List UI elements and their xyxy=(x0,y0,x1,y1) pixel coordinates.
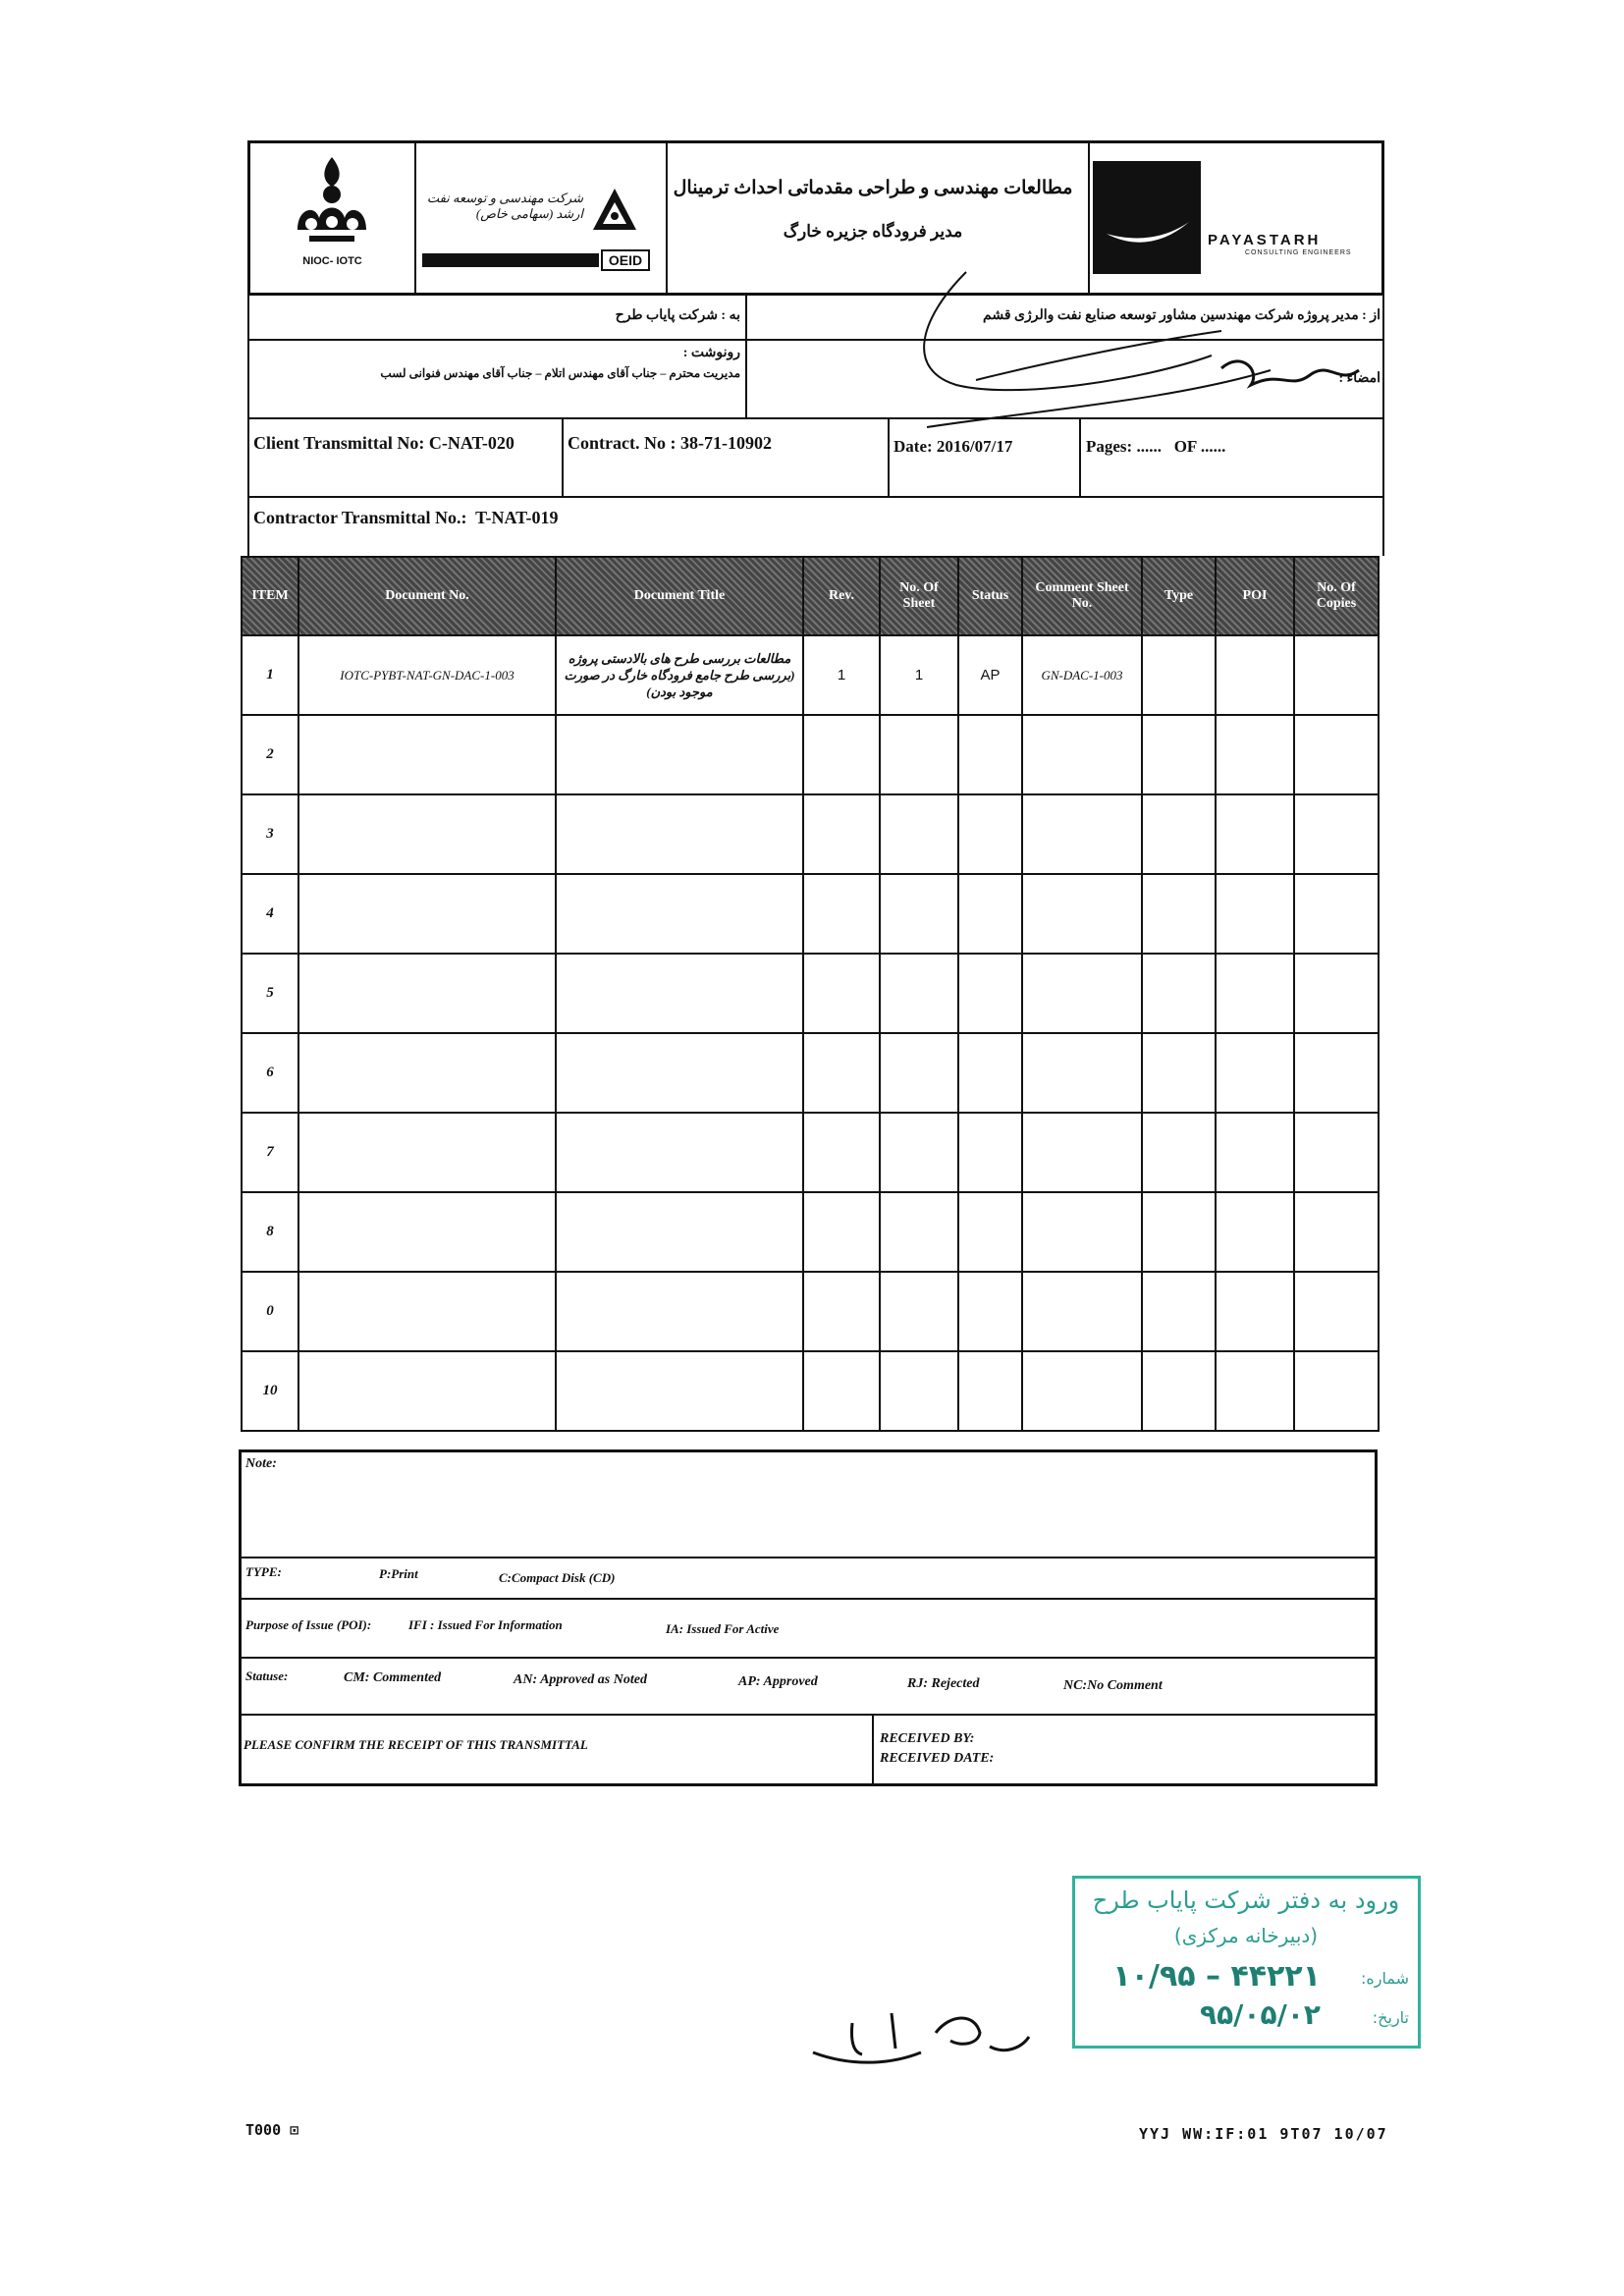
table-row xyxy=(242,715,1379,794)
row-type xyxy=(1142,1192,1216,1272)
row-copies xyxy=(1294,1192,1379,1272)
col-header-document-title: Document Title xyxy=(556,557,803,635)
row-poi xyxy=(1216,874,1294,954)
row-rev xyxy=(803,1272,880,1351)
row-comment-sheet xyxy=(1022,1272,1142,1351)
row-comment-sheet xyxy=(1022,715,1142,794)
col-header-item: ITEM xyxy=(242,557,298,635)
row-status xyxy=(958,1113,1022,1192)
table-row xyxy=(242,635,1379,715)
payastarh-square-icon xyxy=(1093,161,1201,274)
row-type xyxy=(1142,635,1216,715)
stamp-date-value: ۹۵/۰۵/۰۲ xyxy=(1200,1998,1321,2031)
note-label: Note: xyxy=(245,1456,277,1471)
nioc-caption: NIOC- IOTC xyxy=(302,255,362,267)
type-label: TYPE: xyxy=(245,1564,282,1579)
footer-right: YYJ WW:IF:01 9T07 10/07 xyxy=(1139,2125,1388,2143)
row-status xyxy=(958,794,1022,874)
contractor-transmittal-no: Contractor Transmittal No.: T-NAT-019 xyxy=(253,508,559,527)
row-document-no xyxy=(298,715,556,794)
row-comment-sheet xyxy=(1022,794,1142,874)
poi-ia: IA: Issued For Active xyxy=(666,1621,780,1636)
stamp-subtitle: (دبیرخانه مرکزی) xyxy=(1173,1924,1319,1947)
col-header-comment-sheet: Comment Sheet No. xyxy=(1022,557,1142,635)
cc-row xyxy=(247,341,1384,419)
table-row xyxy=(242,954,1379,1033)
received-date: RECEIVED DATE: xyxy=(880,1751,995,1766)
row-poi xyxy=(1216,1033,1294,1113)
to-field: به : شرکت پایاب طرح xyxy=(615,308,740,323)
row-rev xyxy=(803,1192,880,1272)
row-sheets xyxy=(880,1033,958,1113)
table-row xyxy=(242,1192,1379,1272)
row-type xyxy=(1142,1113,1216,1192)
table-row xyxy=(242,794,1379,874)
status-label: Statuse: xyxy=(245,1668,289,1683)
payastarh-subtitle: CONSULTING ENGINEERS xyxy=(1245,249,1352,256)
row-poi xyxy=(1216,715,1294,794)
row-rev xyxy=(803,1033,880,1113)
row-status xyxy=(958,954,1022,1033)
row-document-title xyxy=(556,715,803,794)
row-document-title xyxy=(556,1272,803,1351)
contract-no: Contract. No : 38-71-10902 xyxy=(568,433,772,453)
nioc-logo-cell xyxy=(250,143,416,293)
row-copies xyxy=(1294,1113,1379,1192)
row-document-title xyxy=(556,794,803,874)
row-copies xyxy=(1294,635,1379,715)
row-item: 10 xyxy=(242,1351,298,1431)
row-status xyxy=(958,715,1022,794)
oeid-logo-cell xyxy=(414,143,668,293)
row-rev xyxy=(803,1351,880,1431)
row-document-title: مطالعات بررسی طرح های بالادستی پروژه (بررسی طرح جامع فرودگاه خارگ در صورت موجود بودن) xyxy=(556,635,803,715)
document-table xyxy=(241,556,1380,1432)
col-header-copies: No. Of Copies xyxy=(1294,557,1379,635)
row-document-title xyxy=(556,954,803,1033)
row-item: 2 xyxy=(242,715,298,794)
row-document-no xyxy=(298,874,556,954)
col-header-type: Type xyxy=(1142,557,1216,635)
pages-count: Pages: ...... OF ...... xyxy=(1086,437,1226,456)
row-copies xyxy=(1294,874,1379,954)
row-rev xyxy=(803,1113,880,1192)
row-comment-sheet xyxy=(1022,1033,1142,1113)
row-document-no: IOTC-PYBT-NAT-GN-DAC-1-003 xyxy=(298,635,556,715)
status-cm: CM: Commented xyxy=(344,1670,442,1685)
handwritten-note-icon xyxy=(793,1984,1039,2072)
row-type xyxy=(1142,794,1216,874)
row-status xyxy=(958,1033,1022,1113)
contractor-transmittal-row xyxy=(247,498,1384,556)
transmittal-info-row xyxy=(247,419,1384,498)
handwritten-signature-icon xyxy=(897,262,1369,429)
row-rev xyxy=(803,874,880,954)
row-item: 1 xyxy=(242,635,298,715)
row-document-title xyxy=(556,1113,803,1192)
row-sheets xyxy=(880,874,958,954)
poi-label: Purpose of Issue (POI): xyxy=(245,1617,372,1632)
row-comment-sheet xyxy=(1022,954,1142,1033)
signature-label: امضاء : xyxy=(1338,371,1380,386)
row-poi xyxy=(1216,1351,1294,1431)
row-comment-sheet xyxy=(1022,1113,1142,1192)
row-sheets xyxy=(880,715,958,794)
row-document-no xyxy=(298,1351,556,1431)
row-comment-sheet: GN-DAC-1-003 xyxy=(1022,635,1142,715)
stamp-date-label: تاریخ: xyxy=(1372,2008,1409,2027)
row-document-no xyxy=(298,794,556,874)
row-document-no xyxy=(298,1272,556,1351)
type-cd: C:Compact Disk (CD) xyxy=(499,1570,616,1585)
row-item: 6 xyxy=(242,1033,298,1113)
poi-ifi: IFI : Issued For Information xyxy=(408,1617,563,1632)
row-sheets xyxy=(880,794,958,874)
type-print: P:Print xyxy=(379,1566,418,1581)
row-copies xyxy=(1294,715,1379,794)
row-sheets xyxy=(880,1272,958,1351)
row-rev: 1 xyxy=(803,635,880,715)
row-document-no xyxy=(298,1192,556,1272)
row-type xyxy=(1142,954,1216,1033)
row-item: 0 xyxy=(242,1272,298,1351)
row-sheets xyxy=(880,1192,958,1272)
client-transmittal-no: Client Transmittal No: C-NAT-020 xyxy=(253,433,514,453)
row-poi xyxy=(1216,1192,1294,1272)
row-sheets xyxy=(880,954,958,1033)
oeid-black-bar xyxy=(422,253,599,267)
row-rev xyxy=(803,715,880,794)
row-poi xyxy=(1216,635,1294,715)
row-copies xyxy=(1294,1351,1379,1431)
row-comment-sheet xyxy=(1022,1351,1142,1431)
row-document-no xyxy=(298,954,556,1033)
col-header-poi: POI xyxy=(1216,557,1294,635)
row-status xyxy=(958,1192,1022,1272)
row-document-title xyxy=(556,874,803,954)
transmittal-date: Date: 2016/07/17 xyxy=(893,437,1013,456)
status-nc: NC:No Comment xyxy=(1063,1678,1163,1693)
row-status xyxy=(958,1351,1022,1431)
col-header-status: Status xyxy=(958,557,1022,635)
status-ap: AP: Approved xyxy=(738,1674,818,1689)
row-document-title xyxy=(556,1033,803,1113)
row-comment-sheet xyxy=(1022,1192,1142,1272)
row-poi xyxy=(1216,954,1294,1033)
row-document-no xyxy=(298,1033,556,1113)
table-row xyxy=(242,1351,1379,1431)
row-copies xyxy=(1294,1272,1379,1351)
row-item: 5 xyxy=(242,954,298,1033)
oeid-label: OEID xyxy=(601,249,650,271)
receipt-stamp xyxy=(1072,1876,1421,2049)
project-title-line1: مطالعات مهندسی و طراحی مقدماتی احداث ترمینال xyxy=(673,178,1073,198)
row-status xyxy=(958,874,1022,954)
stamp-title: ورود به دفتر شرکت پایاب طرح xyxy=(1092,1886,1400,1914)
row-item: 7 xyxy=(242,1113,298,1192)
table-header-row xyxy=(242,557,1379,635)
stamp-number-value: ۱۰/۹۵ – ۴۴۲۲۱ xyxy=(1112,1959,1321,1994)
row-item: 8 xyxy=(242,1192,298,1272)
row-poi xyxy=(1216,794,1294,874)
row-type xyxy=(1142,1351,1216,1431)
row-status xyxy=(958,1272,1022,1351)
row-copies xyxy=(1294,1033,1379,1113)
received-by: RECEIVED BY: xyxy=(880,1731,975,1746)
row-sheets: 1 xyxy=(880,635,958,715)
table-row xyxy=(242,874,1379,954)
row-copies xyxy=(1294,794,1379,874)
col-header-rev: Rev. xyxy=(803,557,880,635)
table-row xyxy=(242,1033,1379,1113)
row-status: AP xyxy=(958,635,1022,715)
row-document-no xyxy=(298,1113,556,1192)
row-type xyxy=(1142,1033,1216,1113)
payastarh-name: PAYASTARH xyxy=(1208,232,1322,248)
legend-box xyxy=(239,1449,1378,1786)
row-poi xyxy=(1216,1113,1294,1192)
row-rev xyxy=(803,954,880,1033)
footer-left: T000 ⊡ xyxy=(245,2121,299,2139)
confirm-receipt-text: PLEASE CONFIRM THE RECEIPT OF THIS TRANSMITTAL xyxy=(244,1737,588,1752)
nioc-flame-logo-icon xyxy=(290,153,374,251)
row-item: 4 xyxy=(242,874,298,954)
row-document-title xyxy=(556,1192,803,1272)
table-row xyxy=(242,1113,1379,1192)
row-type xyxy=(1142,1272,1216,1351)
row-sheets xyxy=(880,1351,958,1431)
row-poi xyxy=(1216,1272,1294,1351)
oeid-company-name: شرکت مهندسی و توسعه نفت ارشد (سهامی خاص) xyxy=(426,191,583,221)
cc-label: رونوشت : xyxy=(682,346,740,360)
row-sheets xyxy=(880,1113,958,1192)
col-header-document-no: Document No. xyxy=(298,557,556,635)
stamp-number-label: شماره: xyxy=(1360,1969,1409,1988)
row-comment-sheet xyxy=(1022,874,1142,954)
table-row xyxy=(242,1272,1379,1351)
row-type xyxy=(1142,715,1216,794)
row-rev xyxy=(803,794,880,874)
row-copies xyxy=(1294,954,1379,1033)
oeid-triangle-icon xyxy=(591,187,638,234)
status-an: AN: Approved as Noted xyxy=(514,1672,647,1687)
row-type xyxy=(1142,874,1216,954)
col-header-sheets: No. Of Sheet xyxy=(880,557,958,635)
row-item: 3 xyxy=(242,794,298,874)
cc-recipients: مدیریت محترم – جناب آقای مهندس اتلام – جناب آقای مهندس فنوانی لسب xyxy=(380,366,740,380)
from-field: از : مدیر پروژه شرکت مهندسین مشاور توسعه صنایع نفت والرژی قشم xyxy=(983,308,1380,323)
row-document-title xyxy=(556,1351,803,1431)
project-title-line2: مدیر فرودگاه جزیره خارگ xyxy=(783,222,963,241)
status-rj: RJ: Rejected xyxy=(907,1676,980,1691)
